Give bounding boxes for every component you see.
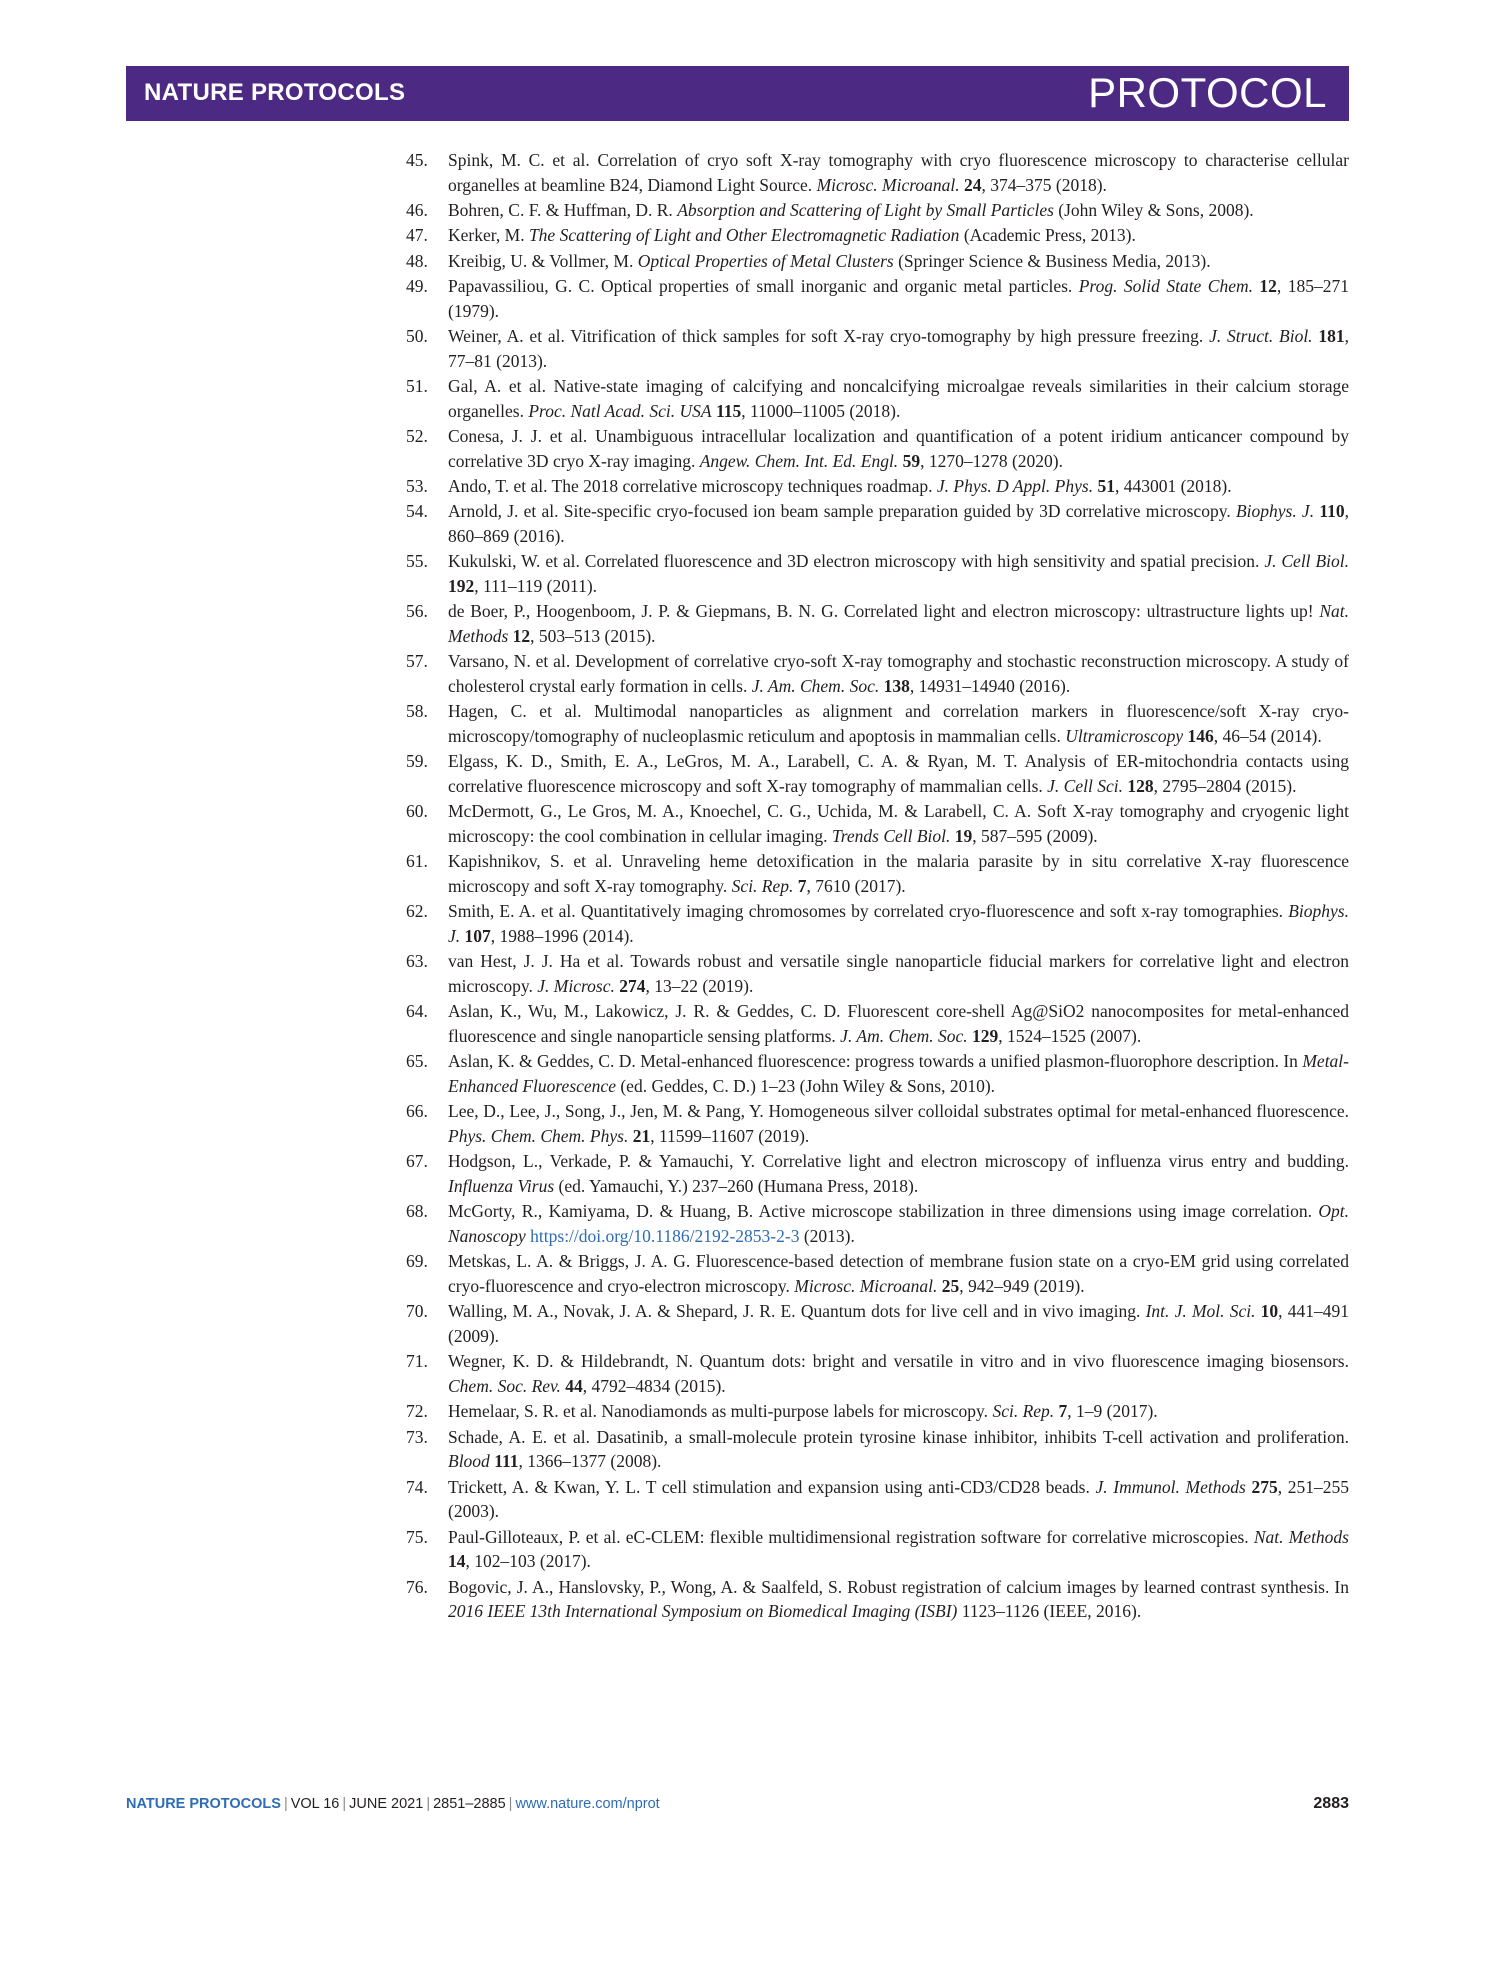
reference-item [406, 649, 1349, 698]
reference-item [406, 374, 1349, 423]
reference-text: , 942–949 (2019). [959, 1275, 1085, 1296]
reference-item [406, 424, 1349, 473]
reference-number: 69. [406, 1251, 428, 1272]
reference-italic-text: Opt. Nanoscopy [448, 1201, 1349, 1246]
reference-italic-text: J. Struct. Biol. [1209, 326, 1313, 347]
reference-text: , 46–54 (2014). [1213, 726, 1322, 747]
reference-italic-text: Sci. Rep. [731, 875, 794, 896]
reference-volume: 10 [1260, 1301, 1279, 1322]
reference-text: (ed. Yamauchi, Y.) 237–260 (Humana Press, 2018). [554, 1175, 919, 1196]
reference-text: Paul-Gilloteaux, P. et al. eC-CLEM: flexible multidimensional registration software for correlative microscopies. [448, 1526, 1254, 1547]
footer-separator: | [283, 1796, 288, 1812]
reference-text: , 7610 (2017). [806, 875, 906, 896]
reference-italic-text: Nat. Methods [1253, 1526, 1349, 1547]
reference-item [406, 274, 1349, 323]
reference-italic-text: Optical Properties of Metal Clusters [637, 250, 894, 271]
reference-volume: 128 [1127, 776, 1154, 796]
reference-volume: 12 [1259, 276, 1277, 297]
reference-number: 48. [406, 250, 428, 271]
reference-text: Walling, M. A., Novak, J. A. & Shepard, J. R. E. Quantum dots for live cell and in vivo imaging. [448, 1301, 1146, 1322]
reference-item [406, 749, 1349, 798]
reference-text: Metskas, L. A. & Briggs, J. A. G. Fluorescence-based detection of membrane fusion state on a cryo-EM grid using correlated cryo-fluorescence and cryo-electron microscopy. [448, 1251, 1349, 1296]
reference-number: 62. [406, 901, 428, 922]
reference-text: Varsano, N. et al. Development of correlative cryo-soft X-ray tomography and stochastic reconstruction microscopy. A study of cholesterol crystal early formation in cells. [448, 651, 1349, 697]
reference-text: Schade, A. E. et al. Dasatinib, a small-molecule protein tyrosine kinase inhibitor, inhibits T-cell activation and proliferation. [448, 1426, 1349, 1447]
reference-italic-text: The Scattering of Light and Other Electromagnetic Radiation [528, 225, 960, 246]
reference-text: Bogovic, J. A., Hanslovsky, P., Wong, A. & Saalfeld, S. Robust registration of calcium images by learned contrast synthesis. In [448, 1576, 1349, 1597]
reference-text: , 1366–1377 (2008). [518, 1451, 662, 1472]
reference-text: (John Wiley & Sons, 2008). [1053, 199, 1254, 220]
reference-text: , 14931–14940 (2016). [909, 676, 1071, 697]
reference-text: Papavassiliou, G. C. Optical properties of small inorganic and organic metal particles. [448, 276, 1079, 297]
reference-number: 66. [406, 1101, 428, 1122]
reference-text: , 860–869 (2016). [448, 501, 1349, 547]
reference-volume: 14 [448, 1551, 466, 1572]
reference-text: , 2795–2804 (2015). [1153, 776, 1297, 796]
reference-text: Trickett, A. & Kwan, Y. L. T cell stimulation and expansion using anti-CD3/CD28 beads. [448, 1476, 1096, 1497]
journal-name: NATURE PROTOCOLS [144, 79, 406, 106]
reference-text: Conesa, J. J. et al. Unambiguous intracellular localization and quantification of a potent iridium anticancer compound by correlative 3D cryo X-ray imaging. [448, 426, 1349, 471]
reference-item [406, 1425, 1349, 1474]
reference-item [406, 699, 1349, 748]
reference-item [406, 1299, 1349, 1348]
reference-number: 63. [406, 951, 428, 972]
reference-text: Bohren, C. F. & Huffman, D. R. [448, 199, 678, 220]
reference-number: 61. [406, 851, 428, 872]
section-label: PROTOCOL [1088, 69, 1327, 116]
page-footer [126, 1792, 1349, 1816]
reference-italic-text: Microsc. Microanal. [816, 174, 960, 195]
reference-text: Hagen, C. et al. Multimodal nanoparticles as alignment and correlation markers in fluorescence/soft X-ray cryo-microscopy/tomography of nucleoplasmic reticulum and apoptosis in mammalian cells. [448, 701, 1349, 747]
reference-text: , 13–22 (2019). [645, 975, 754, 996]
footer-pages: 2851–2885 [433, 1796, 506, 1812]
reference-number: 72. [406, 1401, 428, 1422]
reference-number: 52. [406, 426, 428, 447]
reference-number: 68. [406, 1201, 428, 1222]
reference-number: 49. [406, 276, 428, 297]
reference-number: 64. [406, 1001, 428, 1022]
reference-italic-text: J. Immunol. Methods [1095, 1476, 1246, 1497]
reference-item [406, 899, 1349, 948]
reference-volume: 146 [1187, 726, 1214, 747]
reference-item [406, 1099, 1349, 1148]
reference-text: Spink, M. C. et al. Correlation of cryo soft X-ray tomography with cryo fluorescence microscopy to characterise cellular organelles at beamline B24, Diamond Light Source. [448, 150, 1349, 195]
reference-number: 57. [406, 651, 428, 672]
reference-italic-text: J. Phys. D Appl. Phys. [936, 476, 1094, 497]
reference-text: Ando, T. et al. The 2018 correlative microscopy techniques roadmap. [448, 476, 937, 497]
reference-text: McGorty, R., Kamiyama, D. & Huang, B. Active microscope stabilization in three dimensions using image correlation. [448, 1201, 1319, 1222]
reference-number: 74. [406, 1476, 428, 1497]
reference-text: Kerker, M. [448, 225, 529, 246]
reference-text: Arnold, J. et al. Site-specific cryo-focused ion beam sample preparation guided by 3D correlative microscopy. [448, 501, 1236, 522]
reference-text: Wegner, K. D. & Hildebrandt, N. Quantum dots: bright and versatile in vitro and in vivo fluorescence imaging biosensors. [448, 1351, 1349, 1372]
reference-text: Hemelaar, S. R. et al. Nanodiamonds as multi-purpose labels for microscopy. [448, 1401, 993, 1422]
reference-volume: 24 [964, 174, 982, 195]
reference-volume: 192 [448, 576, 475, 597]
reference-number: 59. [406, 751, 428, 772]
reference-number: 70. [406, 1301, 428, 1322]
reference-text: (2013). [799, 1225, 855, 1246]
reference-italic-text: 2016 IEEE 13th International Symposium on Biomedical Imaging (ISBI) [448, 1601, 958, 1622]
reference-text: Elgass, K. D., Smith, E. A., LeGros, M. A., Larabell, C. A. & Ryan, M. T. Analysis of ER-mitochondria contacts using correlative fluorescence microscopy and soft X-ray tomography of mammalian cells. [448, 751, 1349, 796]
footer-separator: | [508, 1796, 513, 1812]
reference-italic-text: J. Cell Sci. [1047, 776, 1123, 796]
reference-text: , 1988–1996 (2014). [490, 925, 634, 946]
reference-text: , 251–255 (2003). [448, 1476, 1349, 1522]
reference-text: Kreibig, U. & Vollmer, M. [448, 250, 638, 271]
reference-italic-text: J. Am. Chem. Soc. [751, 676, 880, 697]
reference-text: Aslan, K. & Geddes, C. D. Metal-enhanced fluorescence: progress towards a unified plasmon-fluorophore description. In [448, 1051, 1303, 1072]
reference-text: (Springer Science & Business Media, 2013). [893, 250, 1211, 271]
reference-text: , 11000–11005 (2018). [741, 400, 901, 421]
footer-journal: NATURE PROTOCOLS [126, 1796, 281, 1812]
reference-number: 46. [406, 199, 428, 220]
reference-text: Gal, A. et al. Native-state imaging of calcifying and noncalcifying microalgae reveals similarities in their calcium storage organelles. [448, 376, 1349, 421]
reference-item [406, 999, 1349, 1048]
reference-item [406, 1399, 1349, 1424]
reference-volume: 110 [1319, 501, 1345, 522]
reference-volume: 275 [1251, 1476, 1278, 1497]
reference-number: 55. [406, 551, 428, 572]
footer-date: JUNE 2021 [349, 1796, 424, 1812]
reference-text: Smith, E. A. et al. Quantitatively imaging chromosomes by correlated cryo-fluorescence and soft x-ray tomographies. [448, 901, 1289, 922]
reference-volume: 181 [1318, 326, 1345, 347]
reference-text: Lee, D., Lee, J., Song, J., Jen, M. & Pang, Y. Homogeneous silver colloidal substrates optimal for metal-enhanced fluorescence. [448, 1101, 1349, 1122]
reference-text: Kukulski, W. et al. Correlated fluorescence and 3D electron microscopy with high sensitivity and spatial precision. [448, 551, 1265, 572]
reference-list [406, 148, 1349, 1625]
reference-item [406, 1049, 1349, 1098]
reference-italic-text: Biophys. J. [1235, 501, 1315, 522]
reference-item [406, 1349, 1349, 1398]
reference-volume: 138 [883, 676, 910, 697]
reference-number: 58. [406, 701, 428, 722]
footer-url-link[interactable]: www.nature.com/nprot [515, 1796, 660, 1812]
reference-italic-text: Influenza Virus [448, 1175, 555, 1196]
reference-italic-text: J. Cell Biol. [1264, 551, 1349, 572]
reference-volume: 111 [494, 1451, 519, 1472]
reference-volume: 7 [1058, 1401, 1068, 1422]
page-number: 2883 [1313, 1795, 1349, 1812]
reference-text: , 77–81 (2013). [448, 326, 1349, 371]
reference-text: , 587–595 (2009). [972, 825, 1098, 846]
reference-italic-text: Biophys. J. [448, 901, 1349, 946]
reference-text: , 441–491 (2009). [448, 1301, 1349, 1346]
reference-italic-text: Chem. Soc. Rev. [448, 1375, 561, 1396]
reference-item [406, 249, 1349, 274]
reference-item [406, 1249, 1349, 1298]
reference-volume: 44 [565, 1375, 583, 1396]
reference-text: (Academic Press, 2013). [959, 225, 1136, 246]
reference-text: , 4792–4834 (2015). [582, 1375, 726, 1396]
reference-text: Aslan, K., Wu, M., Lakowicz, J. R. & Geddes, C. D. Fluorescent core-shell Ag@SiO2 nanocomposites for metal-enhanced fluorescence and single nanoparticle sensing platforms. [448, 1001, 1349, 1046]
reference-volume: 7 [797, 875, 807, 896]
reference-item [406, 849, 1349, 898]
reference-text: Hodgson, L., Verkade, P. & Yamauchi, Y. Correlative light and electron microscopy of influenza virus entry and budding. [448, 1151, 1349, 1172]
reference-text: , 185–271 (1979). [448, 276, 1349, 321]
doi-link[interactable]: https://doi.org/10.1186/2192-2853-2-3 [530, 1225, 800, 1246]
reference-text: , 1–9 (2017). [1067, 1401, 1158, 1422]
reference-italic-text: Metal-Enhanced Fluorescence [448, 1051, 1349, 1096]
reference-number: 65. [406, 1051, 428, 1072]
reference-italic-text: Proc. Natl Acad. Sci. USA [528, 400, 712, 421]
reference-text: de Boer, P., Hoogenboom, J. P. & Giepmans, B. N. G. Correlated light and electron microscopy: ultrastructure lights up! [448, 601, 1320, 622]
reference-volume: 21 [632, 1125, 651, 1146]
reference-italic-text: Phys. Chem. Chem. Phys. [448, 1125, 629, 1146]
reference-number: 73. [406, 1426, 428, 1447]
reference-text: (ed. Geddes, C. D.) 1–23 (John Wiley & Sons, 2010). [615, 1075, 996, 1096]
footer-separator: | [426, 1796, 431, 1812]
reference-text: McDermott, G., Le Gros, M. A., Knoechel, C. G., Uchida, M. & Larabell, C. A. Soft X-ray tomography and cryogenic light microscopy: the cool combination in cellular imaging. [448, 801, 1349, 846]
reference-volume: 25 [941, 1275, 960, 1296]
reference-number: 56. [406, 601, 428, 622]
reference-item [406, 949, 1349, 998]
reference-number: 47. [406, 225, 428, 246]
reference-text: Weiner, A. et al. Vitrification of thick samples for soft X-ray cryo-tomography by high pressure freezing. [448, 326, 1210, 347]
reference-number: 75. [406, 1526, 428, 1547]
reference-number: 45. [406, 150, 428, 170]
reference-italic-text: Microsc. Microanal. [794, 1275, 938, 1296]
reference-volume: 19 [954, 825, 973, 846]
reference-volume: 59 [902, 450, 921, 471]
reference-item [406, 223, 1349, 248]
reference-item [406, 324, 1349, 373]
reference-volume: 107 [464, 925, 491, 946]
reference-item [406, 1575, 1349, 1624]
reference-item [406, 1199, 1349, 1248]
reference-item [406, 549, 1349, 598]
reference-number: 53. [406, 476, 428, 497]
reference-italic-text: J. Am. Chem. Soc. [840, 1025, 968, 1046]
reference-text: 1123–1126 (IEEE, 2016). [957, 1601, 1142, 1622]
reference-italic-text: Prog. Solid State Chem. [1078, 276, 1253, 297]
reference-item [406, 1475, 1349, 1524]
reference-item [406, 499, 1349, 548]
reference-italic-text: Sci. Rep. [992, 1401, 1055, 1422]
reference-italic-text: Int. J. Mol. Sci. [1145, 1301, 1256, 1322]
reference-italic-text: Blood [448, 1451, 490, 1472]
journal-header-banner [126, 66, 1349, 121]
reference-italic-text: Nat. Methods [448, 601, 1349, 647]
reference-text: , 374–375 (2018). [981, 174, 1107, 195]
reference-item [406, 599, 1349, 648]
footer-volume: VOL 16 [290, 1796, 340, 1812]
reference-number: 60. [406, 801, 428, 822]
reference-number: 50. [406, 326, 428, 347]
reference-item [406, 1149, 1349, 1198]
reference-italic-text: Trends Cell Biol. [831, 825, 951, 846]
reference-text: van Hest, J. J. Ha et al. Towards robust and versatile single nanoparticle fiducial markers for correlative light and electron microscopy. [448, 951, 1349, 996]
reference-text: , 1524–1525 (2007). [998, 1025, 1142, 1046]
reference-item [406, 474, 1349, 499]
reference-text: , 102–103 (2017). [465, 1551, 591, 1572]
reference-item [406, 799, 1349, 848]
reference-number: 54. [406, 501, 428, 522]
reference-number: 51. [406, 376, 428, 397]
reference-volume: 115 [715, 400, 742, 421]
reference-italic-text: Ultramicroscopy [1065, 726, 1184, 747]
reference-volume: 129 [972, 1025, 999, 1046]
reference-volume: 51 [1097, 476, 1115, 497]
reference-text: , 11599–11607 (2019). [650, 1125, 810, 1146]
reference-text: Kapishnikov, S. et al. Unraveling heme detoxification in the malaria parasite by in situ correlative X-ray fluorescence microscopy and soft X-ray tomography. [448, 851, 1349, 896]
reference-text: , 443001 (2018). [1114, 476, 1232, 497]
reference-volume: 274 [619, 975, 646, 996]
reference-item [406, 198, 1349, 223]
reference-italic-text: Angew. Chem. Int. Ed. Engl. [699, 450, 899, 471]
reference-italic-text: Absorption and Scattering of Light by Small Particles [677, 199, 1054, 220]
reference-number: 71. [406, 1351, 428, 1372]
reference-number: 76. [406, 1576, 428, 1597]
reference-number: 67. [406, 1151, 428, 1172]
reference-italic-text: J. Microsc. [537, 975, 615, 996]
reference-item [406, 148, 1349, 197]
footer-separator: | [342, 1796, 347, 1812]
reference-text: , 1270–1278 (2020). [920, 450, 1063, 471]
reference-item [406, 1525, 1349, 1574]
reference-volume: 12 [512, 626, 531, 647]
reference-text: , 503–513 (2015). [530, 626, 656, 647]
reference-text: , 111–119 (2011). [474, 576, 598, 597]
